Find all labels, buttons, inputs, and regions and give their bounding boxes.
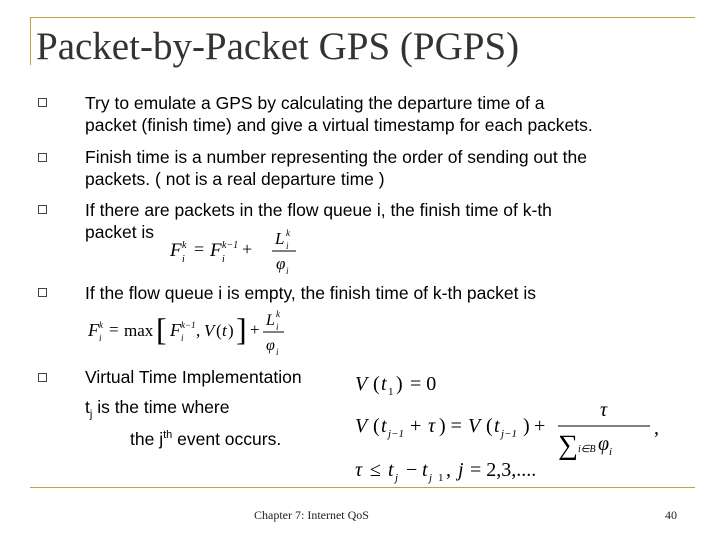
svg-text:φ: φ (598, 433, 610, 455)
svg-text:i: i (276, 322, 279, 332)
svg-text:i: i (222, 254, 225, 265)
svg-text:τ: τ (428, 415, 436, 437)
svg-text:k: k (99, 320, 103, 330)
svg-text:+: + (534, 415, 546, 437)
svg-text:i: i (609, 446, 613, 458)
svg-text:): ) (523, 415, 530, 437)
bullet-2-line-2: packets. ( not is a real departure time ) (85, 169, 385, 189)
bullet-4-line-1: If the flow queue i is empty, the finish time of k-th packet is (85, 283, 536, 303)
svg-text:j: j (395, 472, 399, 484)
svg-text:i: i (286, 241, 289, 251)
svg-text:t: t (388, 459, 394, 481)
svg-text:i: i (181, 333, 184, 343)
svg-text:k: k (182, 240, 187, 251)
slide-number: 40 (665, 508, 677, 522)
j-subscript: j (89, 408, 93, 421)
bullet-marker-icon (38, 153, 47, 162)
svg-text:≤: ≤ (370, 459, 381, 481)
svg-text:i: i (276, 347, 279, 357)
finish-time-formula-nonempty (168, 222, 303, 278)
svg-text:F: F (170, 320, 181, 340)
svg-text:(: ( (486, 415, 493, 437)
bullet-2-line-1: Finish time is a number representing the order of sending out the (85, 147, 587, 167)
svg-text:= 0: = 0 (410, 373, 437, 395)
svg-text:): ) (228, 321, 234, 340)
bullet-3-line-2: packet is (85, 222, 155, 242)
svg-text:j−1: j−1 (388, 428, 404, 440)
svg-text:t: t (222, 321, 227, 340)
svg-text:φ: φ (266, 337, 275, 354)
svg-text:=: = (194, 239, 205, 259)
svg-text:φ: φ (276, 254, 286, 273)
svg-text:,: , (654, 417, 659, 439)
bullet-5-line-1: Virtual Time Implementation (85, 367, 302, 387)
svg-text:1: 1 (388, 386, 394, 398)
bullet-marker-icon (38, 98, 47, 107)
svg-text:(: ( (216, 321, 222, 340)
svg-text:i: i (99, 333, 102, 343)
svg-text:max: max (124, 321, 154, 340)
svg-text:j−1: j−1 (501, 428, 517, 440)
svg-text:τ: τ (355, 459, 363, 481)
svg-text:): ) (396, 373, 403, 395)
svg-text:,: , (196, 321, 201, 340)
svg-text:V: V (355, 373, 368, 395)
svg-text:t: t (494, 415, 500, 437)
svg-text:F: F (170, 240, 182, 261)
svg-text:V: V (204, 321, 215, 340)
svg-text:= 2,3,....: = 2,3,.... (470, 459, 537, 481)
svg-text:L: L (266, 312, 275, 329)
finish-time-formula-empty (86, 305, 286, 357)
bullet-1-line-2: packet (finish time) and give a virtual timestamp for each packets. (85, 115, 593, 135)
svg-text:k−1: k−1 (222, 240, 239, 251)
svg-text:t: t (381, 373, 387, 395)
bullet-5-line-2 (85, 396, 229, 426)
svg-text:) =: ) = (439, 415, 462, 437)
svg-text:,: , (446, 459, 451, 481)
t-symbol: t (85, 397, 90, 417)
svg-text:F: F (88, 320, 99, 340)
svg-text:τ: τ (600, 399, 608, 421)
svg-text:t: t (381, 415, 387, 437)
svg-text:k−1: k−1 (181, 320, 196, 330)
svg-text:=: = (109, 320, 119, 339)
svg-text:t: t (422, 459, 428, 481)
svg-text:j: j (429, 472, 433, 484)
svg-text:V: V (468, 415, 481, 437)
bullet-marker-icon (38, 205, 47, 214)
svg-text:L: L (275, 229, 285, 248)
svg-text:1: 1 (438, 472, 444, 484)
svg-text:(: ( (373, 415, 380, 437)
frame-bottom-line (30, 487, 695, 488)
svg-text:+: + (242, 239, 253, 259)
svg-text:i∈B: i∈B (578, 444, 596, 455)
svg-text:i: i (286, 266, 289, 276)
bullet-marker-icon (38, 288, 47, 297)
svg-text:+: + (250, 320, 260, 339)
bullet-5-line-3-rest: event occurs. (172, 428, 282, 449)
bullet-1-line-1: Try to emulate a GPS by calculating the departure time of a (85, 93, 545, 113)
svg-text:(: ( (373, 373, 380, 395)
svg-text:k: k (286, 228, 290, 238)
svg-text:∑: ∑ (558, 430, 578, 461)
slide-title: Packet-by-Packet GPS (PGPS) (36, 25, 520, 68)
svg-text:[: [ (156, 311, 167, 347)
bullet-marker-icon (38, 373, 47, 382)
frame-left-line (30, 17, 31, 65)
svg-text:+: + (410, 415, 422, 437)
th-superscript: th (163, 429, 173, 441)
the-j-text: the j (130, 428, 164, 449)
svg-text:−: − (406, 459, 418, 481)
svg-text:k: k (276, 309, 280, 319)
svg-text:j: j (458, 459, 464, 481)
svg-text:V: V (355, 415, 368, 437)
bullet-5-line-2-rest: is the time where (92, 397, 230, 417)
virtual-time-formulas (350, 366, 675, 486)
bullet-5-line-3 (130, 424, 281, 450)
svg-text:F: F (210, 240, 222, 261)
footer-chapter: Chapter 7: Internet QoS (254, 508, 369, 522)
svg-text:]: ] (236, 311, 247, 347)
bullet-3-line-1: If there are packets in the flow queue i, the finish time of k-th (85, 200, 552, 220)
svg-text:i: i (182, 254, 185, 265)
frame-top-line (30, 17, 695, 18)
